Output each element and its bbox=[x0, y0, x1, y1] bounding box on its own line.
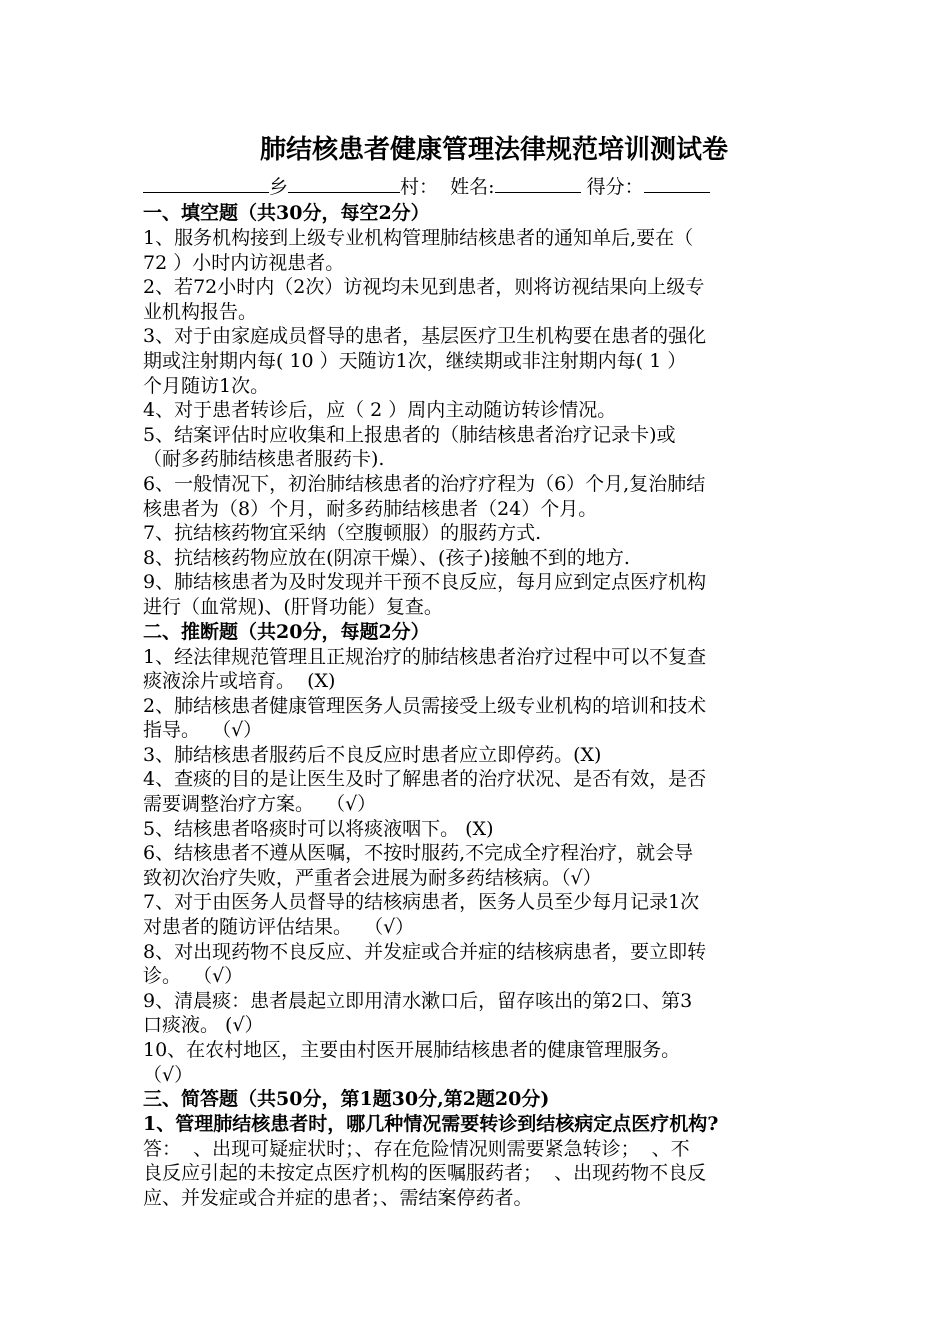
question-line: 3、对于由家庭成员督导的患者，基层医疗卫生机构要在患者的强化 bbox=[143, 325, 707, 348]
township-blank bbox=[143, 172, 269, 193]
question-line: 8、对出现药物不良反应、并发症或合并症的结核病患者，要立即转 bbox=[143, 940, 707, 963]
question-line: 1、经法律规范管理且正规治疗的肺结核患者治疗过程中可以不复查 bbox=[143, 645, 707, 668]
question-line: 对患者的随访评估结果。 （√） bbox=[143, 916, 415, 939]
question-line: 9、肺结核患者为及时发现并干预不良反应，每月应到定点医疗机构 bbox=[143, 571, 707, 594]
village-blank bbox=[288, 172, 400, 193]
question-line: 4、对于患者转诊后，应（ 2 ）周内主动随访转诊情况。 bbox=[143, 399, 617, 422]
question-line: 7、抗结核药物宜采纳（空腹顿服）的服药方式. bbox=[143, 522, 542, 545]
question-line: 期或注射期内每( 10 ）天随访1次，继续期或非注射期内每( 1 ） bbox=[143, 349, 687, 372]
question-line: 10、在农村地区，主要由村医开展肺结核患者的健康管理服务。 bbox=[143, 1039, 681, 1061]
question-line: 2、肺结核患者健康管理医务人员需接受上级专业机构的培训和技术 bbox=[143, 694, 707, 717]
township-label: 乡 bbox=[269, 176, 289, 198]
question-line: 致初次治疗失败，严重者会进展为耐多药结核病。（√） bbox=[143, 866, 602, 889]
question-line: 3、肺结核患者服药后不良反应时患者应立即停药。(X) bbox=[143, 743, 602, 766]
answer-line: 应、并发症或合并症的患者；、需结案停药者。 bbox=[143, 1186, 533, 1209]
question-prompt: 1、管理肺结核患者时，哪几种情况需要转诊到结核病定点医疗机构? bbox=[143, 1113, 719, 1136]
question-line: 6、结核患者不遵从医嘱，不按时服药,不完成全疗程治疗，就会导 bbox=[143, 842, 694, 865]
section-heading: 一、填空题（共30分，每空2分） bbox=[143, 202, 430, 224]
name-label: 姓名: bbox=[450, 176, 495, 198]
question-line: 进行（血常规)、(肝肾功能）复查。 bbox=[143, 595, 443, 618]
question-line: 诊。 （√） bbox=[143, 965, 244, 988]
section-short-answer bbox=[143, 1087, 815, 1210]
section-heading: 二、推断题（共20分，每题2分） bbox=[143, 620, 430, 643]
question-line: 2、若72小时内（2次）访视均未见到患者，则将访视结果向上级专 bbox=[143, 276, 705, 299]
answer-line: 良反应引起的未按定点医疗机构的医嘱服药者； 、出现药物不良反 bbox=[143, 1162, 707, 1185]
question-line: 6、一般情况下，初治肺结核患者的治疗疗程为（6）个月,复治肺结 bbox=[143, 472, 706, 495]
question-line: 1、服务机构接到上级专业机构管理肺结核患者的通知单后,要在（ bbox=[143, 227, 694, 249]
question-line: 9、清晨痰：患者晨起立即用清水漱口后，留存咳出的第2口、第3 bbox=[143, 989, 693, 1012]
score-blank bbox=[644, 172, 710, 193]
question-line: 4、查痰的目的是让医生及时了解患者的治疗状况、是否有效，是否 bbox=[143, 768, 707, 791]
document-page bbox=[143, 128, 815, 1211]
question-line: 指导。 （√） bbox=[143, 719, 263, 742]
question-line: （耐多药肺结核患者服药卡). bbox=[143, 448, 385, 471]
question-line: （√） bbox=[143, 1063, 194, 1086]
score-label: 得分： bbox=[586, 176, 644, 198]
section-fill-in bbox=[143, 201, 815, 620]
section-true-false bbox=[143, 620, 815, 1088]
question-line: 个月随访1次。 bbox=[143, 374, 270, 397]
answer-line: 答： 、出现可疑症状时；、存在危险情况则需要紧急转诊； 、不 bbox=[143, 1137, 690, 1160]
question-line: 7、对于由医务人员督导的结核病患者，医务人员至少每月记录1次 bbox=[143, 891, 700, 914]
question-line: 72 ）小时内访视患者。 bbox=[143, 251, 345, 274]
question-line: 口痰液。 (√） bbox=[143, 1014, 264, 1037]
name-blank bbox=[495, 172, 581, 193]
question-line: 8、抗结核药物应放在(阴凉干燥）、(孩子)接触不到的地方. bbox=[143, 546, 630, 569]
document-title: 肺结核患者健康管理法律规范培训测试卷 bbox=[259, 135, 728, 165]
question-line: 5、结核患者咯痰时可以将痰液咽下。 (X) bbox=[143, 817, 494, 840]
header-fill-line bbox=[143, 172, 815, 201]
question-line: 核患者为（8）个月，耐多药肺结核患者（24）个月。 bbox=[143, 497, 598, 520]
question-line: 痰液涂片或培育。 (X) bbox=[143, 670, 336, 693]
question-line: 需要调整治疗方案。 （√） bbox=[143, 793, 377, 816]
question-line: 5、结案评估时应收集和上报患者的（肺结核患者治疗记录卡)或 bbox=[143, 423, 676, 446]
question-line: 业机构报告。 bbox=[143, 300, 258, 323]
village-label: 村： bbox=[400, 176, 439, 198]
section-heading: 三、简答题（共50分，第1题30分,第2题20分) bbox=[143, 1088, 550, 1111]
